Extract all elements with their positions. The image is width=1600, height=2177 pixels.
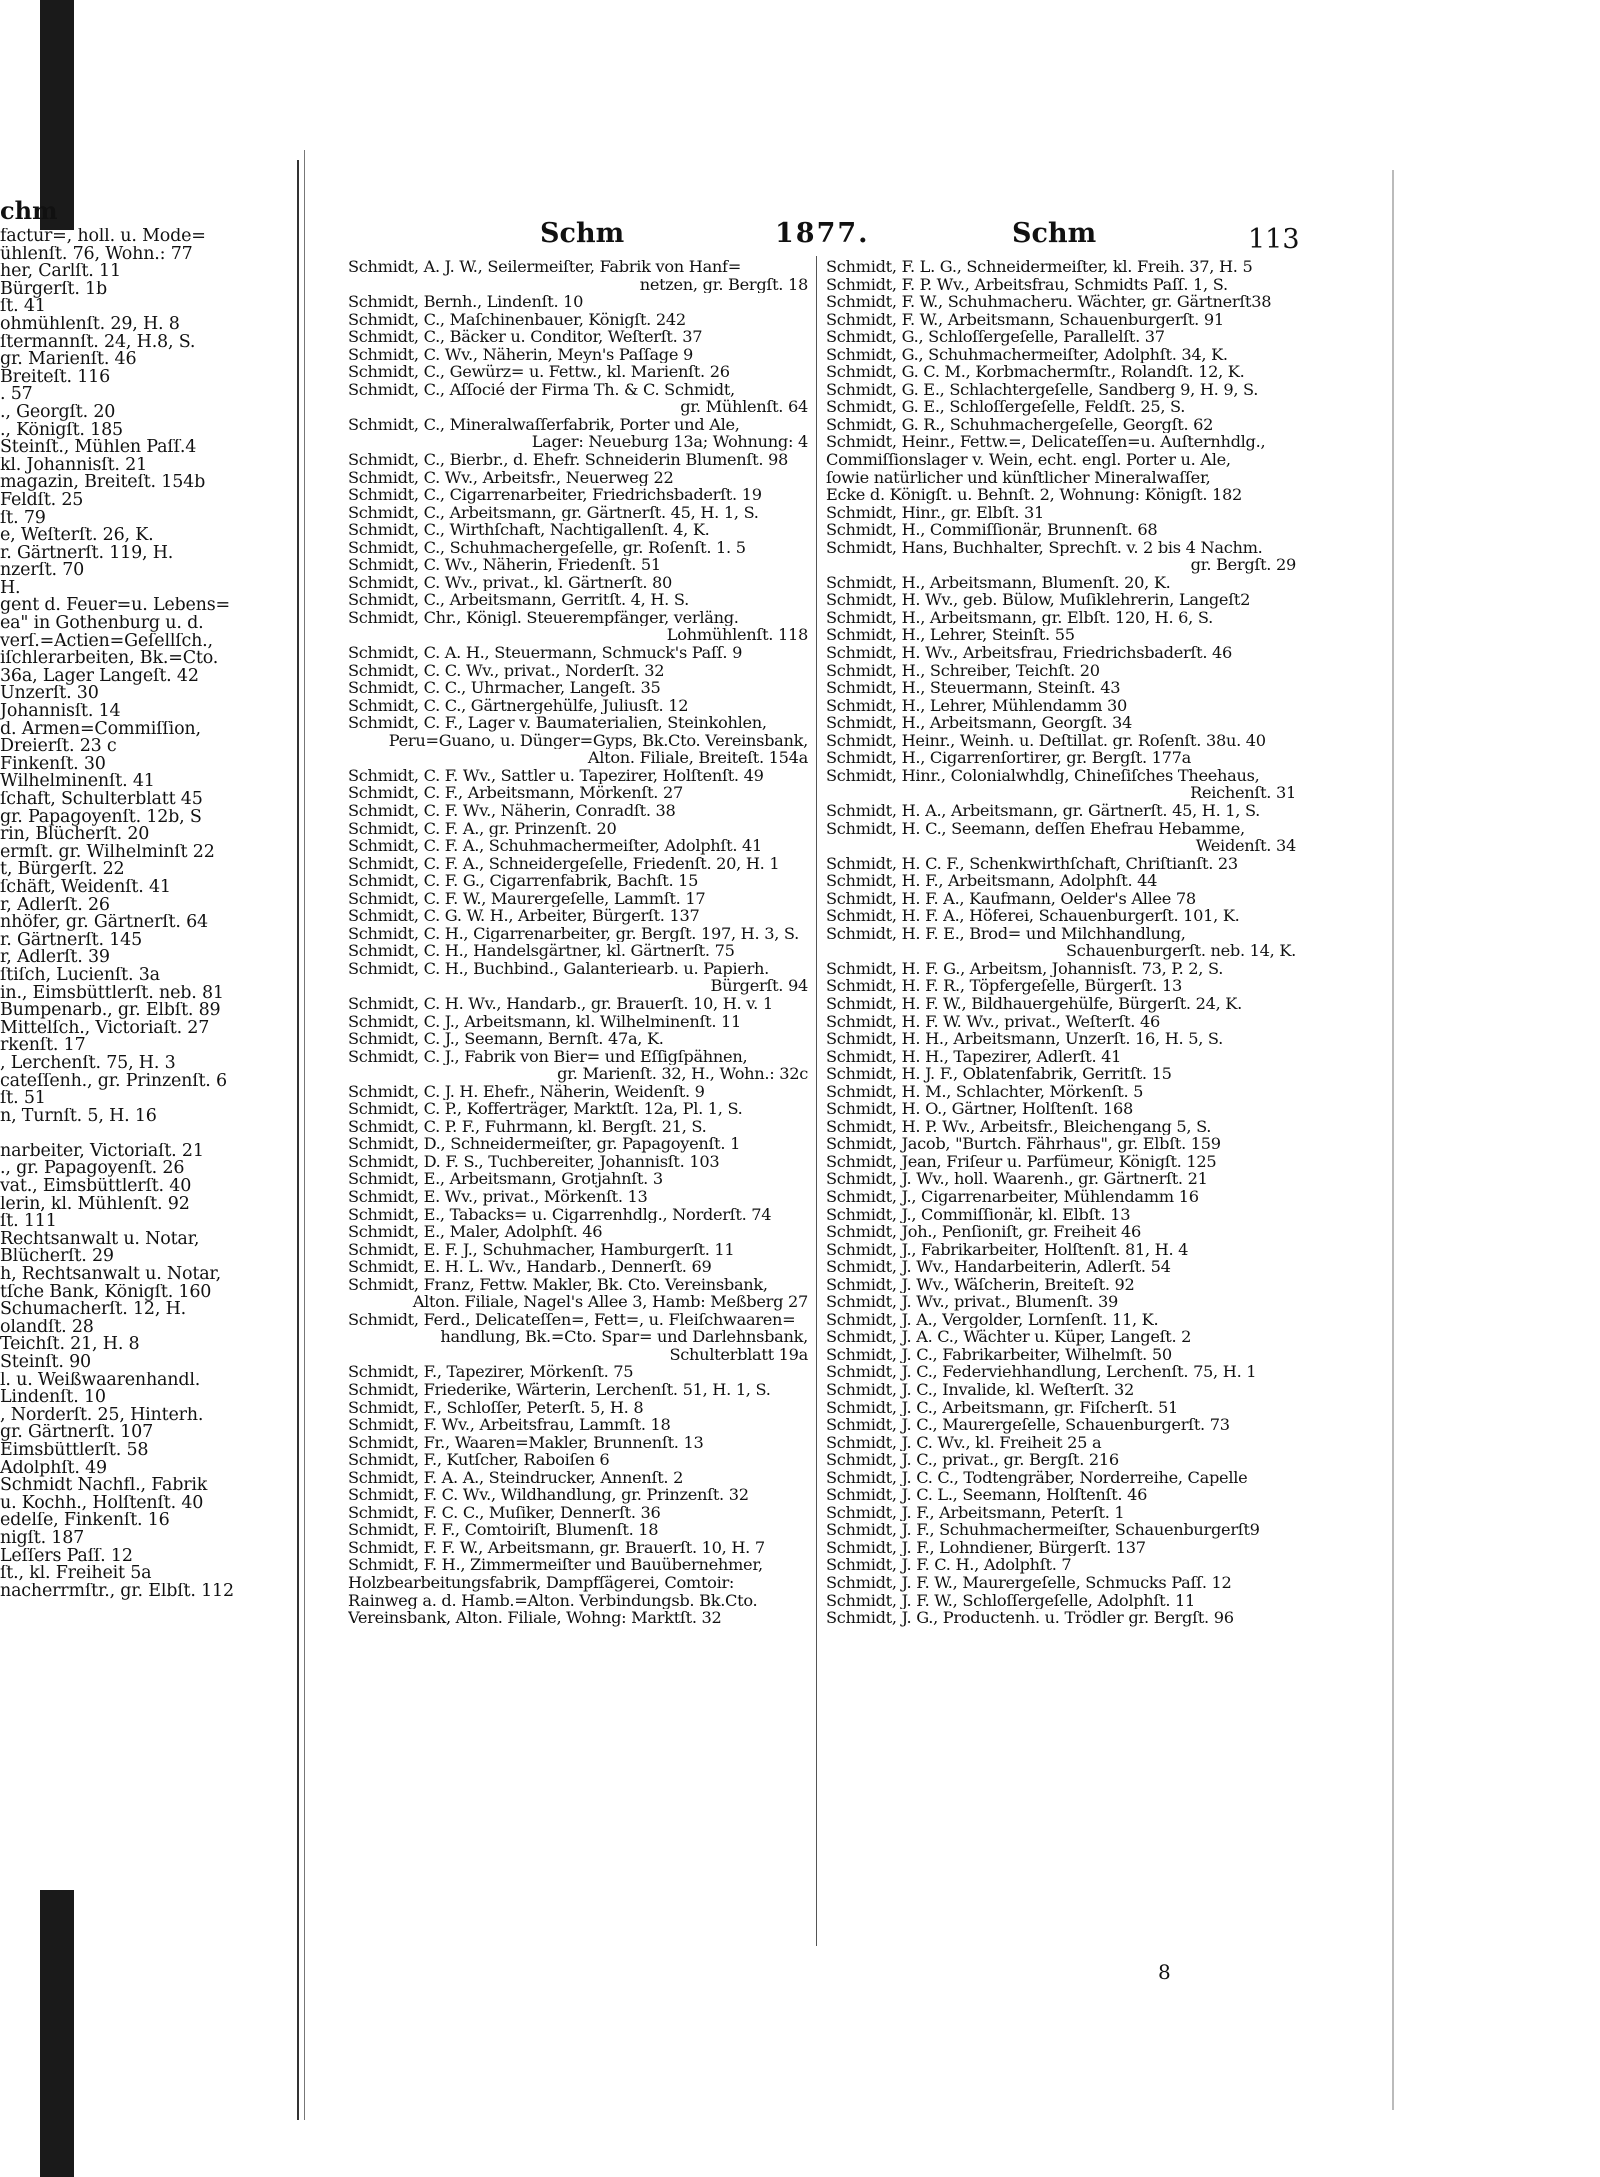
directory-entry: Schmidt, H., Steuermann, Steinſt. 43: [826, 679, 1121, 697]
header-year: 1877.: [775, 218, 870, 249]
directory-entry: Schmidt, C. F. Wv., Sattler u. Tapezirer, Holſtenſt. 49: [348, 766, 764, 785]
directory-entry: Schmidt, J. A., Vergolder, Lornſenſt. 11, K.: [826, 1310, 1159, 1329]
directory-entry: Schmidt, Franz, Fettw. Makler, Bk. Cto. Vereinsbank,: [348, 1275, 768, 1294]
fragment-line: ſt. 79: [0, 509, 46, 528]
fragment-line: Bumpenarb., gr. Elbſt. 89: [0, 1002, 221, 1020]
fragment-line: rkenſt. 17: [0, 1037, 86, 1055]
fragment-line: gent d. Feuer=u. Lebens=: [0, 597, 230, 616]
directory-entry: Schmidt, C. G. W. H., Arbeiter, Bürgerſt. 137: [348, 907, 700, 925]
left-page-heading: chm: [0, 196, 58, 225]
directory-entry: Schmidt, J. F., Lohndiener, Bürgerſt. 137: [826, 1538, 1146, 1557]
fragment-line: ſt. 41: [0, 298, 46, 316]
fragment-line: ſt. 111: [0, 1213, 57, 1231]
fragment-line: H.: [0, 579, 21, 598]
directory-entry: Schmidt, H. C. F., Schenkwirthſchaft, Chriſtianſt. 23: [826, 854, 1238, 873]
directory-entry: Schmidt, J., Commiſſionär, kl. Elbſt. 13: [826, 1205, 1131, 1224]
directory-entry: Schmidt, H., Lehrer, Steinſt. 55: [826, 626, 1075, 645]
directory-entry: Schmidt, C. F. Wv., Näherin, Conradſt. 38: [348, 801, 676, 820]
directory-entry: Schmidt, F. C. C., Muſiker, Dennerſt. 36: [348, 1503, 661, 1522]
directory-entry: Schmidt, J. C., Fabrikarbeiter, Wilhelmſt. 50: [826, 1345, 1172, 1364]
fragment-line: rin, Blücherſt. 20: [0, 826, 150, 844]
fragment-line: ſt., kl. Freiheit 5a: [0, 1565, 152, 1583]
fragment-line: Steinſt. 90: [0, 1354, 91, 1372]
directory-entry: Schmidt, G., Schloſſergeſelle, Parallelſt. 37: [826, 328, 1165, 346]
directory-entry: Schmidt, C. F. W., Maurergeſelle, Lammſt. 17: [348, 889, 706, 908]
directory-entry: Schmidt, Ferd., Delicateſſen=, Fett=, u. Fleiſchwaaren=: [348, 1310, 796, 1329]
fragment-line: ., gr. Papagoyenſt. 26: [0, 1160, 185, 1179]
directory-entry: Schmidt, C., Wirthſchaft, Nachtigallenſt. 4, K.: [348, 521, 710, 539]
fragment-line: kl. Johannisſt. 21: [0, 456, 148, 475]
directory-entry: Schmidt, C. Wv., Näherin, Friedenſt. 51: [348, 556, 661, 574]
left-page-fragment: [0, 196, 295, 1600]
directory-entry: Schmidt, C., Aſſocié der Firma Th. & C. Schmidt,: [348, 380, 735, 399]
fragment-line: edelſe, Finkenſt. 16: [0, 1512, 170, 1530]
fragment-line: e, Weſterſt. 26, K.: [0, 527, 154, 545]
directory-entry: Schmidt, H. H., Arbeitsmann, Unzerſt. 16, H. 5, S.: [826, 1030, 1223, 1048]
directory-entry: Schmidt, J. C. C., Todtengräber, Norderreihe, Capelle: [826, 1468, 1248, 1487]
header-left: Schm: [540, 218, 625, 249]
fragment-line: ſtermannſt. 24, H.8, S.: [0, 333, 196, 352]
directory-entry: Schmidt, C. A. H., Steuermann, Schmuck's Paſſ. 9: [348, 644, 743, 662]
fragment-line: r, Adlerſt. 39: [0, 949, 110, 967]
directory-entry: Holzbearbeitungsfabrik, Dampfſägerei, Comtoir:: [348, 1574, 735, 1592]
fragment-line: gr. Gärtnerſt. 107: [0, 1424, 154, 1442]
directory-entry: Schmidt, C., Maſchinenbauer, Königſt. 242: [348, 310, 686, 329]
directory-entry: Schmidt, J. C., Invalide, kl. Weſterſt. 32: [826, 1381, 1135, 1399]
entry-continuation: Alton. Filiale, Breiteſt. 154a: [587, 749, 808, 767]
page-edge: [1392, 170, 1394, 2110]
column-divider: [816, 256, 817, 1946]
entry-continuation: Reichenſt. 31: [1190, 784, 1296, 802]
entry-continuation: netzen, gr. Bergſt. 18: [639, 275, 808, 294]
directory-entry: Schmidt, Fr., Waaren=Makler, Brunnenſt. 13: [348, 1433, 704, 1452]
directory-entry: Schmidt, J. G., Productenh. u. Trödler gr. Bergſt. 96: [826, 1609, 1234, 1627]
directory-entry: Schmidt, C., Arbeitsmann, Gerritſt. 4, H. S.: [348, 591, 689, 609]
directory-entry: Schmidt, J., Fabrikarbeiter, Holſtenſt. 81, H. 4: [826, 1240, 1189, 1259]
fragment-line: nacherrmſtr., gr. Elbſt. 112: [0, 1582, 234, 1601]
directory-entry: Schmidt, C. F. A., gr. Prinzenſt. 20: [348, 819, 617, 838]
entry-continuation: handlung, Bk.=Cto. Spar= und Darlehnsbank,: [440, 1328, 808, 1346]
directory-entry: Schmidt, J. Wv., Handarbeiterin, Adlerſt. 54: [826, 1258, 1171, 1276]
directory-entry: Schmidt, A. J. W., Seilermeiſter, Fabrik von Hanf=: [348, 258, 742, 276]
directory-entry: Schmidt, G., Schuhmachermeiſter, Adolphſt. 34, K.: [826, 345, 1228, 364]
directory-entry: Schmidt, C. F. A., Schuhmachermeiſter, Adolphſt. 41: [348, 837, 763, 855]
directory-entry: Schmidt, C. J., Arbeitsmann, kl. Wilhelminenſt. 11: [348, 1012, 742, 1031]
directory-entry: Schmidt, H., Cigarrenſortirer, gr. Bergſt. 177a: [826, 749, 1192, 767]
fragment-line: Schmidt Nachfl., Fabrik: [0, 1477, 208, 1495]
directory-entry: Schmidt, E., Maler, Adolphſt. 46: [348, 1223, 603, 1241]
directory-entry: Schmidt, C., Schuhmachergeſelle, gr. Roſenſt. 1. 5: [348, 538, 746, 557]
directory-entry: Schmidt, C. Wv., Näherin, Meyn's Paſſage 9: [348, 345, 693, 364]
directory-entry: Schmidt, D., Schneidermeiſter, gr. Papagoyenſt. 1: [348, 1135, 741, 1153]
directory-entry: Schmidt, J. F. W., Maurergeſelle, Schmucks Paſſ. 12: [826, 1574, 1232, 1592]
directory-entry: Schmidt, H. J. F., Oblatenfabrik, Gerritſt. 15: [826, 1065, 1172, 1083]
directory-entry: Schmidt, C., Bäcker u. Conditor, Weſterſt. 37: [348, 328, 703, 346]
fragment-line: ohmühlenſt. 29, H. 8: [0, 315, 180, 334]
fragment-line: , Lerchenſt. 75, H. 3: [0, 1054, 176, 1073]
fragment-line: iſchlerarbeiten, Bk.=Cto.: [0, 650, 219, 668]
directory-entry: Schmidt, G. C. M., Korbmachermſtr., Rolandſt. 12, K.: [826, 363, 1245, 381]
directory-entry: Schmidt, H. F. A., Höferei, Schauenburgerſt. 101, K.: [826, 907, 1240, 925]
fragment-line: narbeiter, Victoriaſt. 21: [0, 1142, 204, 1161]
directory-entry: Schmidt, J. C. L., Seemann, Holſtenſt. 46: [826, 1486, 1148, 1504]
fragment-line: Steinſt., Mühlen Paſſ.4: [0, 439, 197, 457]
directory-entry: Schmidt, C. H., Cigarrenarbeiter, gr. Bergſt. 197, H. 3, S.: [348, 924, 799, 943]
directory-entry: ſowie natürlicher und künſtlicher Mineralwaſſer,: [826, 468, 1211, 487]
directory-entry: Schmidt, J. A. C., Wächter u. Küper, Langeſt. 2: [826, 1328, 1192, 1346]
fragment-line: n, Turnſt. 5, H. 16: [0, 1107, 157, 1126]
directory-entry: Schmidt, F. L. G., Schneidermeiſter, kl. Freih. 37, H. 5: [826, 258, 1253, 276]
entry-continuation: gr. Bergſt. 29: [1190, 556, 1296, 574]
fragment-line: vat., Eimsbüttlerſt. 40: [0, 1178, 192, 1196]
directory-entry: Schmidt, H., Commiſſionär, Brunnenſt. 68: [826, 521, 1158, 539]
directory-entry: Schmidt, C. F. A., Schneidergeſelle, Friedenſt. 20, H. 1: [348, 854, 780, 873]
fragment-line: ., Georgſt. 20: [0, 403, 116, 422]
directory-entry: Schmidt, J. C., Federviehhandlung, Lerchenſt. 75, H. 1: [826, 1363, 1257, 1381]
directory-entry: Schmidt, Joh., Penſioniſt, gr. Freiheit 46: [826, 1223, 1142, 1241]
directory-entry: Schmidt, G. R., Schuhmachergeſelle, Georgſt. 62: [826, 415, 1214, 434]
directory-entry: Schmidt, F., Schloſſer, Peterſt. 5, H. 8: [348, 1398, 644, 1417]
directory-entry: Schmidt, J. C., Arbeitsmann, gr. Fiſcherſt. 51: [826, 1398, 1178, 1417]
directory-entry: Ecke d. Königſt. u. Behnſt. 2, Wohnung: Königſt. 182: [826, 486, 1243, 504]
directory-entry: Schmidt, H. F. E., Brod= und Milchhandlung,: [826, 924, 1186, 943]
directory-entry: Schmidt, H. C., Seemann, deſſen Ehefrau Hebamme,: [826, 819, 1245, 838]
directory-entry: Schmidt, Chr., Königl. Steuerempfänger, verläng.: [348, 608, 739, 627]
directory-entry: Vereinsbank, Alton. Filiale, Wohng: Marktſt. 32: [348, 1609, 722, 1627]
fragment-line: ſt. 51: [0, 1090, 46, 1108]
directory-entry: Schmidt, H. F. W., Bildhauergehülfe, Bürgerſt. 24, K.: [826, 994, 1242, 1013]
directory-entry: Schmidt, C., Cigarrenarbeiter, Friedrichsbaderſt. 19: [348, 486, 762, 504]
directory-entry: Schmidt, E., Tabacks= u. Cigarrenhdlg., Norderſt. 74: [348, 1205, 772, 1224]
fragment-line: ſchäft, Weidenſt. 41: [0, 878, 171, 897]
fragment-line: t, Bürgerſt. 22: [0, 861, 125, 879]
directory-entry: Schmidt, H. A., Arbeitsmann, gr. Gärtnerſt. 45, H. 1, S.: [826, 801, 1261, 820]
directory-entry: Schmidt, F. C. Wv., Wildhandlung, gr. Prinzenſt. 32: [348, 1486, 749, 1504]
directory-entry: Schmidt, C. F. G., Cigarrenfabrik, Bachſt. 15: [348, 872, 699, 890]
fragment-line: ühlenſt. 76, Wohn.: 77: [0, 245, 193, 264]
entry-continuation: Schulterblatt 19a: [669, 1345, 808, 1364]
entry-continuation: Peru=Guano, u. Dünger=Gyps, Bk.Cto. Vereinsbank,: [388, 731, 808, 750]
directory-entry: Schmidt, H. F., Arbeitsmann, Adolphſt. 44: [826, 872, 1158, 890]
fragment-line: 36a, Lager Langeſt. 42: [0, 667, 199, 686]
book-spine-shadow: [304, 150, 305, 2120]
directory-entry: Schmidt, J. F. W., Schloſſergeſelle, Adolphſt. 11: [826, 1591, 1196, 1610]
directory-entry: Schmidt, H. F. W. Wv., privat., Weſterſt. 46: [826, 1012, 1160, 1031]
fragment-line: u. Kochh., Holſtenſt. 40: [0, 1494, 204, 1513]
fragment-line: gr. Marienſt. 46: [0, 351, 137, 369]
directory-entry: Schmidt, J., Cigarrenarbeiter, Mühlendamm 16: [826, 1187, 1199, 1206]
fragment-line: ., Königſt. 185: [0, 421, 123, 440]
directory-entry: Schmidt, H. H., Tapezirer, Adlerſt. 41: [826, 1047, 1122, 1066]
directory-entry: Schmidt, G. E., Schlachtergeſelle, Sandberg 9, H. 9, S.: [826, 380, 1259, 399]
directory-entry: Schmidt, C. H. Wv., Handarb., gr. Brauerſt. 10, H. v. 1: [348, 994, 773, 1013]
fragment-line: in., Eimsbüttlerſt. neb. 81: [0, 984, 224, 1003]
directory-entry: Schmidt, F. W., Arbeitsmann, Schauenburgerſt. 91: [826, 310, 1224, 329]
directory-entry: Schmidt, H. F. A., Kaufmann, Oelder's Allee 78: [826, 889, 1196, 908]
directory-entry: Schmidt, Jean, Friſeur u. Parfümeur, Königſt. 125: [826, 1152, 1217, 1171]
fragment-line: ea" in Gothenburg u. d.: [0, 615, 204, 633]
directory-entry: Schmidt, Jacob, "Burtch. Fährhaus", gr. Elbſt. 159: [826, 1135, 1221, 1153]
page-number: 113: [1248, 224, 1300, 255]
entry-continuation: gr. Mühlenſt. 64: [680, 398, 808, 416]
directory-entry: Rainweg a. d. Hamb.=Alton. Verbindungsb. Bk.Cto.: [348, 1591, 758, 1610]
directory-entry: Schmidt, J. Wv., privat., Blumenſt. 39: [826, 1293, 1118, 1311]
page-header: [540, 218, 1400, 254]
directory-entry: Schmidt, F., Kutſcher, Raboiſen 6: [348, 1451, 610, 1469]
directory-entry: Schmidt, C. Wv., privat., kl. Gärtnerſt. 80: [348, 573, 673, 592]
fragment-line: d. Armen=Commiſſion,: [0, 720, 201, 739]
directory-entry: Schmidt, F. H., Zimmermeiſter und Bauübernehmer,: [348, 1556, 763, 1575]
directory-entry: Schmidt, C. J., Fabrik von Bier= und Eſſigſpähnen,: [348, 1047, 748, 1066]
fragment-line: Feldſt. 25: [0, 491, 84, 510]
fragment-line: Teichſt. 21, H. 8: [0, 1336, 140, 1354]
fragment-line: cateſſenh., gr. Prinzenſt. 6: [0, 1072, 227, 1091]
fragment-line: her, Carlſt. 11: [0, 263, 121, 281]
directory-entry: Schmidt, C. F., Arbeitsmann, Mörkenſt. 27: [348, 784, 683, 802]
fragment-line: r. Gärtnerſt. 145: [0, 931, 143, 950]
fragment-line: Eimsbüttlerſt. 58: [0, 1441, 149, 1460]
directory-entry: Schmidt, C., Gewürz= u. Fettw., kl. Marienſt. 26: [348, 363, 730, 381]
directory-entry: Schmidt, D. F. S., Tuchbereiter, Johannisſt. 103: [348, 1152, 720, 1171]
fragment-line: ſchaft, Schulterblatt 45: [0, 791, 203, 809]
fragment-line: magazin, Breiteſt. 154b: [0, 474, 206, 492]
fragment-line: h, Rechtsanwalt u. Notar,: [0, 1266, 222, 1284]
fragment-line: Johannisſt. 14: [0, 703, 121, 721]
fragment-line: Mittelſch., Victoriaſt. 27: [0, 1019, 210, 1038]
directory-entry: Schmidt, H. Wv., Arbeitsfrau, Friedrichsbaderſt. 46: [826, 644, 1233, 662]
directory-entry: Schmidt, E. Wv., privat., Mörkenſt. 13: [348, 1187, 648, 1206]
fragment-line: ſtiſch, Lucienſt. 3a: [0, 966, 160, 985]
fragment-line: Schumacherſt. 12, H.: [0, 1301, 187, 1319]
book-spine: [297, 160, 299, 2120]
directory-entry: Schmidt, C. J., Seemann, Bernſt. 47a, K.: [348, 1030, 664, 1048]
directory-entry: Schmidt, Friederike, Wärterin, Lerchenſt. 51, H. 1, S.: [348, 1381, 771, 1399]
fragment-line: nigſt. 187: [0, 1529, 85, 1548]
directory-entry: Schmidt, F. W., Schuhmacheru. Wächter, gr. Gärtnerſt38: [826, 293, 1272, 311]
directory-entry: Schmidt, J. F., Schuhmachermeiſter, Schauenburgerſt9: [826, 1521, 1260, 1539]
fragment-line: nzerſt. 70: [0, 562, 85, 580]
fragment-line: r, Adlerſt. 26: [0, 896, 110, 915]
fragment-line: gr. Papagoyenſt. 12b, S: [0, 808, 202, 827]
fragment-line: [0, 1125, 295, 1143]
directory-entry: Schmidt, H. O., Gärtner, Holſtenſt. 168: [826, 1100, 1134, 1118]
fragment-line: Finkenſt. 30: [0, 755, 106, 774]
fragment-line: Adolphſt. 49: [0, 1459, 107, 1478]
directory-entry: Schmidt, C., Mineralwaſſerfabrik, Porter und Ale,: [348, 415, 740, 434]
directory-entry: Schmidt, Hinr., gr. Elbſt. 31: [826, 503, 1045, 522]
fragment-line: factur=, holl. u. Mode=: [0, 228, 206, 246]
entry-continuation: gr. Marienſt. 32, H., Wohn.: 32c: [557, 1065, 808, 1083]
directory-entry: Schmidt, C. H., Buchbind., Galanteriearb. u. Papierh.: [348, 959, 770, 978]
fragment-line: ermſt. gr. Wilhelminſt 22: [0, 843, 215, 862]
directory-entry: Schmidt, J. Wv., holl. Waarenh., gr. Gärtnerſt. 21: [826, 1170, 1208, 1188]
directory-entry: Schmidt, H. F. G., Arbeitsm, Johannisſt. 73, P. 2, S.: [826, 959, 1224, 978]
binding-clip-bottom: [40, 1890, 74, 2177]
fragment-line: lerin, kl. Mühlenſt. 92: [0, 1195, 190, 1214]
fragment-line: Bürgerſt. 1b: [0, 280, 107, 299]
signature-mark: 8: [1158, 1960, 1171, 1984]
directory-entry: Schmidt, H., Arbeitsmann, Georgſt. 34: [826, 714, 1132, 732]
directory-entry: Schmidt, F. P. Wv., Arbeitsfrau, Schmidts Paſſ. 1, S.: [826, 275, 1228, 294]
directory-entry: Schmidt, H. M., Schlachter, Mörkenſt. 5: [826, 1082, 1144, 1101]
directory-entry: Schmidt, C. F., Lager v. Baumaterialien, Steinkohlen,: [348, 714, 767, 732]
directory-entry: Schmidt, C. H., Handelsgärtner, kl. Gärtnerſt. 75: [348, 942, 735, 960]
fragment-line: olandſt. 28: [0, 1318, 94, 1337]
left-page-lines: [0, 228, 295, 1600]
directory-entry: Schmidt, C. P., Kofferträger, Marktſt. 12a, Pl. 1, S.: [348, 1100, 743, 1118]
directory-column-left: [348, 258, 808, 1627]
fragment-line: nhöfer, gr. Gärtnerſt. 64: [0, 914, 208, 932]
directory-entry: Schmidt, E. H. L. Wv., Handarb., Dennerſt. 69: [348, 1258, 712, 1276]
header-right: Schm: [1012, 218, 1097, 249]
directory-entry: Schmidt, J. C., Maurergeſelle, Schauenburgerſt. 73: [826, 1416, 1230, 1434]
directory-entry: Schmidt, H., Arbeitsmann, Blumenſt. 20, K.: [826, 573, 1171, 592]
directory-entry: Schmidt, C. Wv., Arbeitsfr., Neuerweg 22: [348, 468, 674, 487]
fragment-line: Unzerſt. 30: [0, 685, 99, 704]
fragment-line: , Norderſt. 25, Hinterh.: [0, 1406, 204, 1425]
directory-entry: Schmidt, J. Wv., Wäſcherin, Breiteſt. 92: [826, 1275, 1135, 1294]
fragment-line: r. Gärtnerſt. 119, H.: [0, 544, 174, 563]
directory-entry: Schmidt, H. F. R., Töpfergeſelle, Bürgerſt. 13: [826, 977, 1182, 995]
fragment-line: verſ.=Actien=Geſellſch.,: [0, 632, 213, 651]
directory-entry: Schmidt, C. C. Wv., privat., Norderſt. 32: [348, 661, 665, 680]
directory-entry: Schmidt, H., Lehrer, Mühlendamm 30: [826, 696, 1128, 715]
entry-continuation: Lager: Neueburg 13a; Wohnung: 4: [531, 433, 808, 452]
directory-entry: Commiſſionslager v. Wein, echt. engl. Porter u. Ale,: [826, 451, 1231, 469]
directory-entry: Schmidt, H. Wv., geb. Bülow, Muſiklehrerin, Langeſt2: [826, 591, 1251, 609]
directory-entry: Schmidt, J. F. C. H., Adolphſt. 7: [826, 1556, 1072, 1575]
entry-continuation: Schauenburgerſt. neb. 14, K.: [1065, 942, 1296, 960]
directory-entry: Schmidt, C. C., Gärtnergehülfe, Juliusſt. 12: [348, 696, 689, 715]
entry-continuation: Bürgerſt. 94: [710, 977, 808, 995]
directory-column-right: [826, 258, 1296, 1627]
directory-entry: Schmidt, G. E., Schloſſergeſelle, Feldſt. 25, S.: [826, 398, 1186, 416]
directory-entry: Schmidt, J. C. Wv., kl. Freiheit 25 a: [826, 1433, 1102, 1452]
directory-entry: Schmidt, H. P. Wv., Arbeitsfr., Bleichengang 5, S.: [826, 1117, 1212, 1136]
directory-entry: Schmidt, F. F. W., Arbeitsmann, gr. Brauerſt. 10, H. 7: [348, 1538, 765, 1557]
directory-entry: Schmidt, J. C., privat., gr. Bergſt. 216: [826, 1451, 1119, 1469]
fragment-line: Lindenſt. 10: [0, 1389, 106, 1407]
entry-continuation: Lohmühlenſt. 118: [666, 626, 808, 645]
directory-entry: Schmidt, C. C., Uhrmacher, Langeſt. 35: [348, 679, 661, 697]
directory-entry: Schmidt, Hans, Buchhalter, Sprechſt. v. 2 bis 4 Nachm.: [826, 538, 1263, 557]
directory-entry: Schmidt, F. F., Comtoiriſt, Blumenſt. 18: [348, 1521, 659, 1539]
directory-entry: Schmidt, Bernh., Lindenſt. 10: [348, 293, 584, 311]
fragment-line: . 57: [0, 386, 33, 404]
directory-entry: Schmidt, C. P. F., Fuhrmann, kl. Bergſt. 21, S.: [348, 1117, 707, 1136]
entry-continuation: Weidenſt. 34: [1195, 837, 1296, 855]
fragment-line: Rechtsanwalt u. Notar,: [0, 1230, 200, 1249]
fragment-line: Leſſers Paſſ. 12: [0, 1547, 133, 1566]
fragment-line: l. u. Weißwaarenhandl.: [0, 1371, 201, 1390]
directory-entry: Schmidt, J. F., Arbeitsmann, Peterſt. 1: [826, 1503, 1125, 1522]
directory-entry: Schmidt, Heinr., Weinh. u. Deſtillat. gr. Roſenſt. 38u. 40: [826, 731, 1266, 750]
directory-entry: Schmidt, Heinr., Fettw.=, Delicateſſen=u. Auſternhdlg.,: [826, 433, 1266, 452]
directory-entry: Schmidt, Hinr., Colonialwhdlg, Chineſiſches Theehaus,: [826, 766, 1260, 785]
fragment-line: Wilhelminenſt. 41: [0, 773, 155, 791]
entry-continuation: Alton. Filiale, Nagel's Allee 3, Hamb: Meßberg 27: [412, 1293, 808, 1311]
directory-entry: Schmidt, H., Schreiber, Teichſt. 20: [826, 661, 1100, 680]
directory-entry: Schmidt, F. A. A., Steindrucker, Annenſt. 2: [348, 1468, 684, 1487]
fragment-line: Blücherſt. 29: [0, 1248, 114, 1267]
fragment-line: Dreierſt. 23 c: [0, 738, 117, 756]
directory-entry: Schmidt, E. F. J., Schuhmacher, Hamburgerſt. 11: [348, 1240, 735, 1259]
directory-entry: Schmidt, C., Arbeitsmann, gr. Gärtnerſt. 45, H. 1, S.: [348, 503, 759, 522]
directory-entry: Schmidt, F. Wv., Arbeitsfrau, Lammſt. 18: [348, 1416, 671, 1434]
directory-entry: Schmidt, C., Bierbr., d. Ehefr. Schneiderin Blumenſt. 98: [348, 451, 789, 469]
directory-entry: Schmidt, H., Arbeitsmann, gr. Elbſt. 120, H. 6, S.: [826, 608, 1213, 627]
directory-entry: Schmidt, F., Tapezirer, Mörkenſt. 75: [348, 1363, 634, 1381]
directory-entry: Schmidt, E., Arbeitsmann, Grotjahnſt. 3: [348, 1170, 663, 1188]
fragment-line: Breiteſt. 116: [0, 368, 111, 387]
directory-entry: Schmidt, C. J. H. Ehefr., Näherin, Weidenſt. 9: [348, 1082, 705, 1101]
fragment-line: tſche Bank, Königſt. 160: [0, 1283, 212, 1302]
